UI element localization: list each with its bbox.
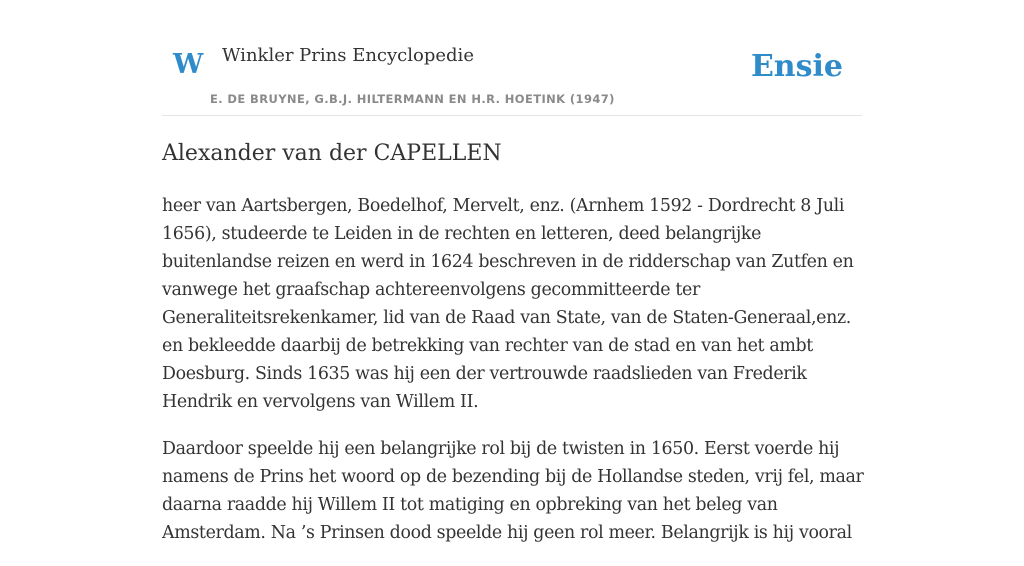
ensie-brand-logo[interactable]: Ensie bbox=[750, 49, 843, 84]
article-paragraph: Daardoor speelde hij een belangrijke rol bij de twisten in 1650. Eerst voerde hij namens de Prins het woord op de bezending bij de Hollandse steden, vrij fel, maar daarna raadde hij Willem II tot matiging en opbreking van het beleg van Amsterdam. Na ’s Prinsen dood speelde hij geen rol meer. Belangrijk is hij vooral bbox=[162, 439, 864, 543]
encyclopedia-logo: W bbox=[173, 49, 204, 80]
article-body bbox=[162, 192, 864, 566]
article-paragraph: heer van Aartsbergen, Boedelhof, Mervelt, enz. (Arnhem 1592 - Dordrecht 8 Juli 1656), studeerde te Leiden in de rechten en letteren, deed belangrijke buitenlandse reizen en werd in 1624 beschreven in de ridderschap van Zutfen en vanwege het graafschap achtereenvolgens gecommitteerde ter Generaliteitsrekenkamer, lid van de Raad van State, van de Staten-Generaal,enz. en bekleedde daarbij de betrekking van rechter van de stad en van het ambt Doesburg. Sinds 1635 was hij een der vertrouwde raadslieden van Frederik Hendrik en vervolgens van Willem II. bbox=[162, 196, 854, 412]
source-header bbox=[162, 0, 862, 116]
page bbox=[162, 0, 864, 543]
article-title: Alexander van der CAPELLEN bbox=[162, 141, 502, 166]
source-authors: E. DE BRUYNE, G.B.J. HILTERMANN EN H.R. HOETINK (1947) bbox=[210, 92, 615, 106]
source-title[interactable]: Winkler Prins Encyclopedie bbox=[222, 45, 474, 66]
